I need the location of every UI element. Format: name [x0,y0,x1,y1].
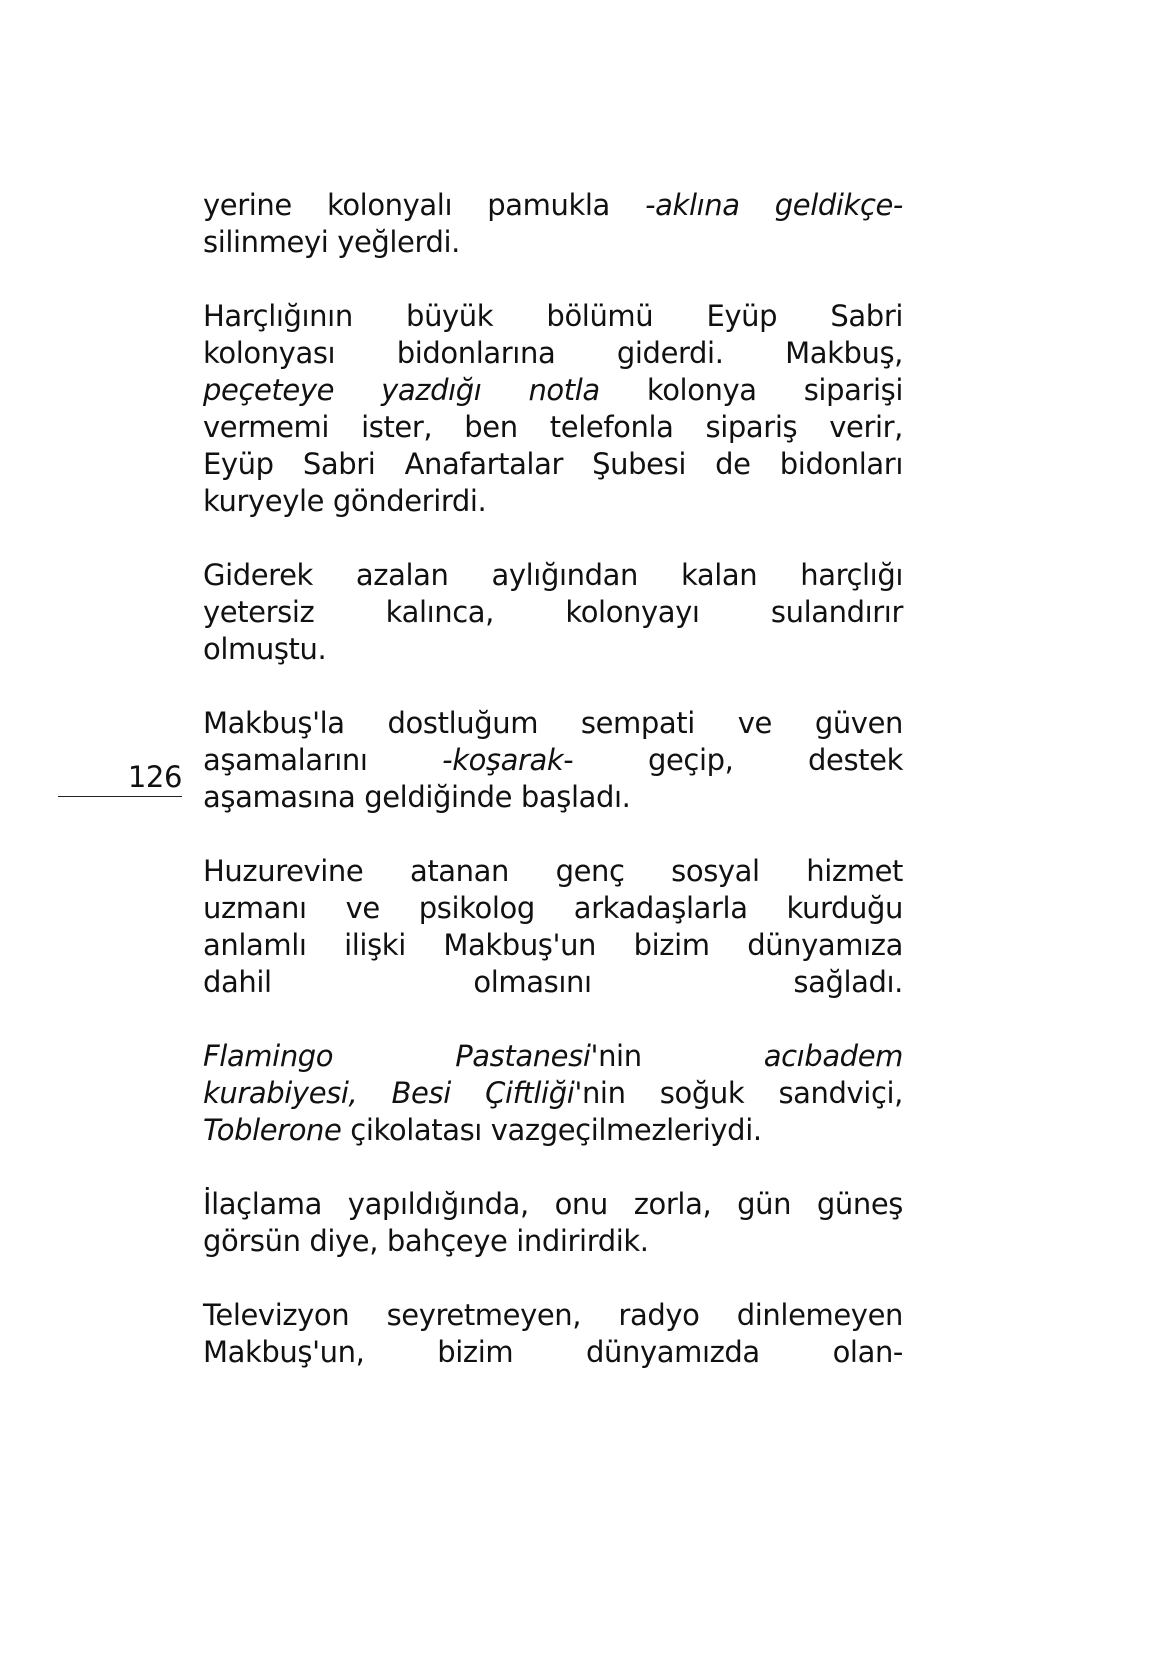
text-line [203,705,903,742]
text-line [203,779,903,816]
text-line [203,1112,903,1149]
text-segment: uzmanı ve psikolog arkadaşlarla kurduğu [203,891,903,925]
text-line [203,372,903,409]
text-line [203,853,903,890]
text-line [203,927,903,964]
text-line [203,187,903,224]
text-line [203,1038,903,1075]
text-segment: 'nin [590,1039,764,1073]
paragraph [203,1038,903,1149]
text-line [203,1334,903,1371]
page-number-rule [58,796,182,797]
paragraph [203,1297,903,1371]
text-segment: Makbuş'la dostluğum sempati ve güven [203,706,903,740]
text-segment: 'nin soğuk sandviçi, [574,1076,903,1110]
italic-text: Toblerone [203,1113,342,1147]
text-segment: Huzurevine atanan genç sosyal hizmet [203,854,903,888]
text-line [203,964,903,1001]
text-segment: Eyüp Sabri Anafartalar Şubesi de bidonları [203,447,903,481]
text-segment: İlaçlama yapıldığında, onu zorla, gün güneş [203,1187,903,1221]
paragraph [203,187,903,261]
paragraph [203,557,903,668]
text-segment: kolonyası bidonlarına giderdi. Makbuş, [203,336,903,370]
text-segment: anlamlı ilişki Makbuş'un bizim dünyamıza [203,928,903,962]
italic-text: peçeteye yazdığı notla [203,373,600,407]
text-line [203,742,903,779]
text-line [203,409,903,446]
paragraph [203,1186,903,1260]
text-segment: yetersiz kalınca, kolonyayı sulandırır [203,595,903,629]
text-segment: Giderek azalan aylığından kalan harçlığı [203,558,903,592]
text-line [203,631,903,668]
text-line [203,890,903,927]
italic-text: -koşarak [442,743,564,777]
text-segment: - geçip, destek [563,743,903,777]
text-segment: vermemi ister, ben telefonla sipariş verir, [203,410,903,444]
text-line [203,1223,903,1260]
page-number: 126 [127,760,182,794]
text-line [203,557,903,594]
text-line [203,1297,903,1334]
italic-text: -aklına geldikçe- [645,188,903,222]
text-segment: Televizyon seyretmeyen, radyo dinlemeyen [203,1298,903,1332]
text-segment: Harçlığının büyük bölümü Eyüp Sabri [203,299,903,333]
text-segment: silinmeyi yeğlerdi. [203,225,460,259]
text-line [203,1075,903,1112]
text-line [203,1186,903,1223]
body-text [203,187,903,1408]
text-segment: aşamalarını [203,743,443,777]
text-segment: kuryeyle gönderirdi. [203,484,487,518]
paragraph [203,853,903,1001]
text-line [203,483,903,520]
italic-text: acıbadem [763,1039,903,1073]
text-segment: olmuştu. [203,632,327,666]
text-segment: aşamasına geldiğinde başladı. [203,780,631,814]
text-line [203,224,903,261]
text-line [203,446,903,483]
paragraph [203,298,903,520]
text-segment: dahil olmasını sağladı. [203,965,903,999]
text-segment: yerine kolonyalı pamukla [203,188,646,222]
paragraph [203,705,903,816]
italic-text: Flamingo Pastanesi [203,1039,591,1073]
text-line [203,335,903,372]
text-segment: Makbuş'un, bizim dünyamızda olan- [203,1335,903,1369]
text-segment: çikolatası vazgeçilmezleriydi. [341,1113,762,1147]
text-segment: görsün diye, bahçeye indirirdik. [203,1224,649,1258]
text-segment: kolonya siparişi [599,373,904,407]
text-line [203,594,903,631]
italic-text: kurabiyesi, Besi Çiftliği [203,1076,575,1110]
text-line [203,298,903,335]
